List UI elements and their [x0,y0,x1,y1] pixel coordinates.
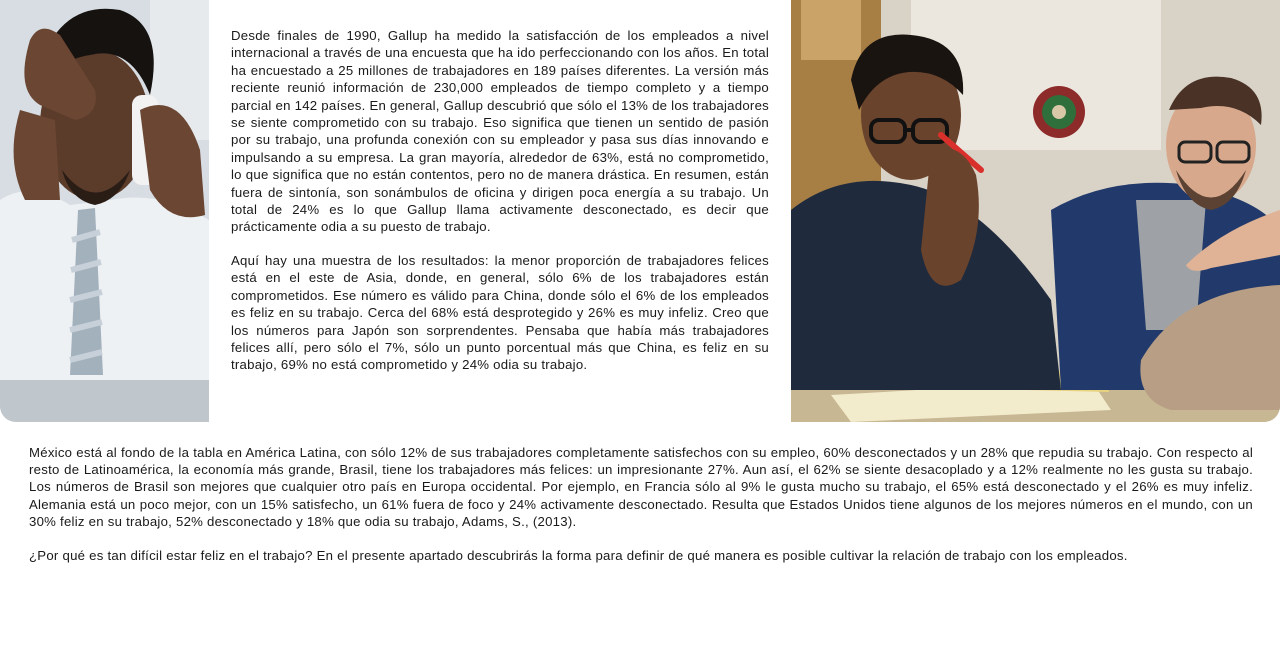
stressed-worker-photo [0,0,209,422]
article-column [231,27,769,390]
closing-paragraph: ¿Por qué es tan difícil estar feliz en el trabajo? En el presente apartado descubrirás la forma para definir de qué manera es posible cultivar la relación de trabajo con los empleados. [29,548,1128,564]
intro-paragraph: Desde finales de 1990, Gallup ha medido la satisfacción de los empleados a nivel internacional a través de una encuesta que ha ido perfeccionando con los años. En total ha encuestado a 25 millones de trabajadores en 189 países diferentes. La versión más reciente reunió información de 230,000 empleados de tiempo completo y a tiempo parcial en 142 países. En general, Gallup descubrió que sólo el 13% de los trabajadores se siente comprometido con su trabajo. Eso significa que tienen un sentido de pasión por su trabajo, una profunda conexión con su empleador y pasa sus días innovando e impulsando a su empresa. La gran mayoría, alrededor de 63%, está no comprometido, lo que significa que no están contentos, pero no de manera drástica. En resumen, están fuera de sintonía, son sonámbulos de oficina y dirigen poca energía a su trabajo. Un total de 24% es lo que Gallup llama activamente desconectado, es decir que prácticamente odia a su puesto de trabajo. [231,28,769,235]
article-body [29,444,1253,581]
asia-results-paragraph: Aquí hay una muestra de los resultados: la menor proporción de trabajadores felices está en el este de Asia, donde, en general, sólo 6% de los trabajadores están comprometidos. Ese número es válido para China, donde sólo el 6% de los empleados es feliz en su trabajo. Cerca del 68% está desprotegido y 26% es muy infeliz. Creo que los números para Japón son sorprendentes. Pensaba que había más trabajadores felices allí, pero sólo el 7%, sólo un punto porcentual más que China, es feliz en su trabajo, 69% no está comprometido y 24% odia su trabajo. [231,252,769,373]
latin-america-paragraph: México está al fondo de la tabla en América Latina, con sólo 12% de sus trabajadores completamente satisfechos con su empleo, 60% desconectados y un 28% que repudia su trabajo. Con respecto al resto de Latinoamérica, la economía más grande, Brasil, tiene los trabajadores más felices: un impresionante 27%. Aun así, el 62% se siente desacoplado y a 12% realmente no les gusta su trabajo. Los números de Brasil son mejores que cualquier otro país en Europa occidental. Por ejemplo, en Francia sólo al 9% le gusta mucho su trabajo, el 65% está desconectado y el 26% es muy infeliz. Alemania está un poco mejor, con un 15% satisfecho, un 61% fuera de foco y 24% activamente desconectado. Resulta que Estados Unidos tiene algunos de los mejores números en el mundo, con un 30% feliz en su trabajo, 52% desconectado y 18% que odia su trabajo, Adams, S., (2013). [29,445,1253,529]
happy-coworkers-photo [791,0,1280,422]
